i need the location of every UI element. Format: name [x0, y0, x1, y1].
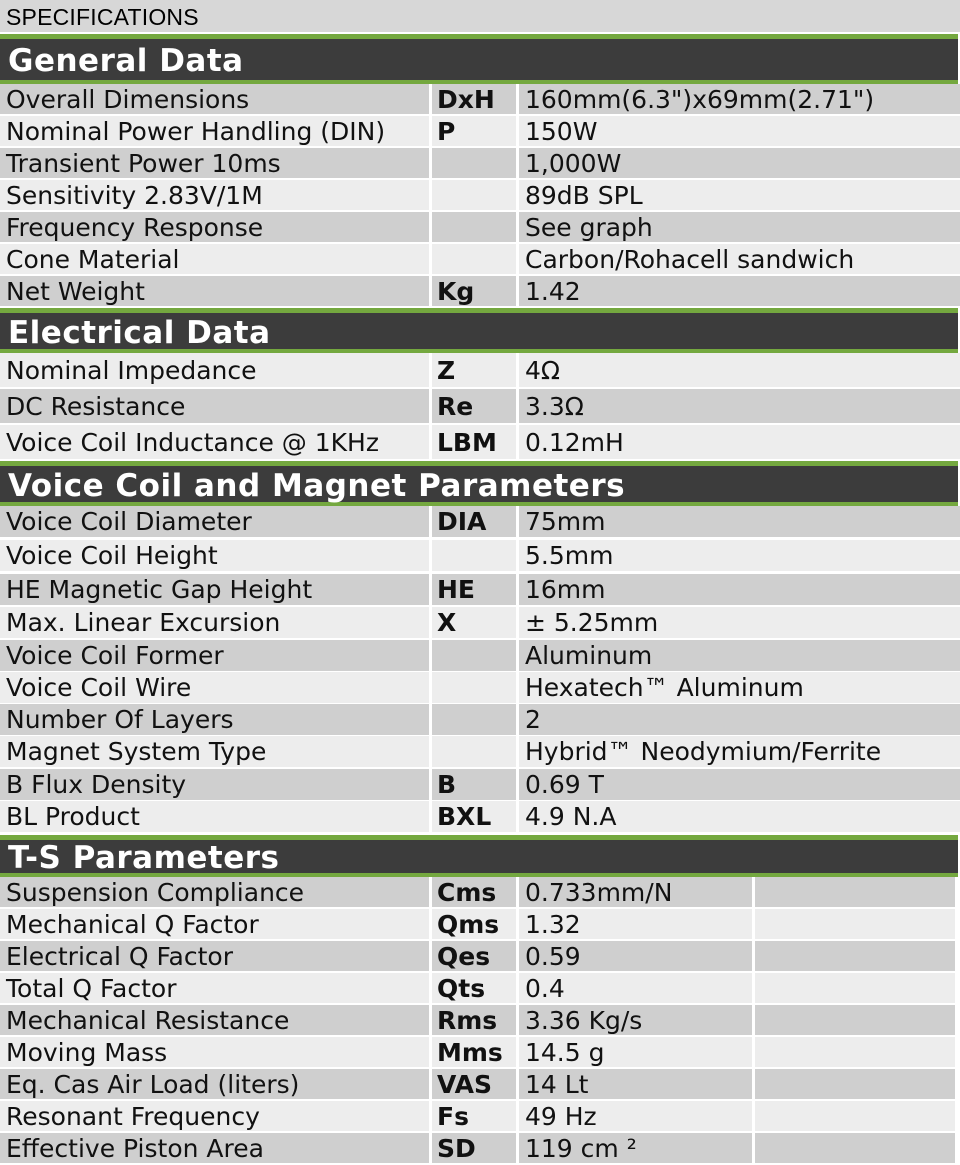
spec-row	[0, 353, 960, 389]
spec-symbol: Qes	[432, 941, 516, 971]
spec-symbol	[432, 704, 516, 735]
spec-symbol: SD	[432, 1133, 516, 1163]
spec-symbol: BXL	[432, 801, 516, 832]
spec-row	[0, 1037, 960, 1069]
spec-name: Nominal Power Handling (DIN)	[0, 116, 429, 146]
spec-extra-cell	[755, 1069, 955, 1099]
spec-row	[0, 607, 960, 640]
spec-extra-cell	[755, 941, 955, 971]
spec-value: Aluminum	[519, 640, 960, 671]
spec-value: 0.733mm/N	[519, 877, 752, 907]
spec-row	[0, 506, 960, 539]
spec-name: Net Weight	[0, 276, 429, 306]
spec-symbol: Mms	[432, 1037, 516, 1067]
spec-value: 49 Hz	[519, 1101, 752, 1131]
section-header	[0, 308, 958, 353]
spec-row	[0, 736, 960, 769]
spec-row	[0, 1101, 960, 1133]
spec-symbol: DxH	[432, 84, 516, 114]
spec-symbol: Kg	[432, 276, 516, 306]
spec-symbol	[432, 212, 516, 242]
spec-name: Transient Power 10ms	[0, 148, 429, 178]
spec-row	[0, 148, 960, 180]
spec-symbol	[432, 180, 516, 210]
spec-row	[0, 244, 960, 276]
spec-row	[0, 1133, 960, 1165]
spec-symbol	[432, 540, 516, 571]
spec-row	[0, 180, 960, 212]
spec-row	[0, 116, 960, 148]
spec-row	[0, 540, 960, 573]
spec-row	[0, 1069, 960, 1101]
spec-row	[0, 1005, 960, 1037]
spec-row	[0, 84, 960, 116]
spec-name: Max. Linear Excursion	[0, 607, 429, 638]
spec-value: 0.4	[519, 973, 752, 1003]
section-title: Electrical Data	[8, 315, 271, 351]
section-header	[0, 461, 958, 506]
spec-value: 0.12mH	[519, 425, 960, 459]
spec-row	[0, 909, 960, 941]
spec-row	[0, 574, 960, 607]
spec-symbol: Qms	[432, 909, 516, 939]
spec-symbol	[432, 244, 516, 274]
spec-name: Magnet System Type	[0, 736, 429, 767]
spec-value: 14 Lt	[519, 1069, 752, 1099]
spec-symbol: Z	[432, 353, 516, 387]
spec-symbol: X	[432, 607, 516, 638]
section-title: General Data	[8, 43, 244, 79]
spec-name: BL Product	[0, 801, 429, 832]
spec-name: Total Q Factor	[0, 973, 429, 1003]
spec-value: 1,000W	[519, 148, 960, 178]
spec-value: 4.9 N.A	[519, 801, 960, 832]
spec-name: DC Resistance	[0, 389, 429, 423]
spec-extra-cell	[755, 877, 955, 907]
spec-name: B Flux Density	[0, 769, 429, 800]
spec-value: 2	[519, 704, 960, 735]
spec-symbol: Re	[432, 389, 516, 423]
spec-symbol: LBM	[432, 425, 516, 459]
spec-value: 75mm	[519, 506, 960, 537]
spec-symbol	[432, 736, 516, 767]
spec-value: 3.36 Kg/s	[519, 1005, 752, 1035]
spec-name: Mechanical Resistance	[0, 1005, 429, 1035]
spec-symbol	[432, 148, 516, 178]
spec-value: Hybrid™ Neodymium/Ferrite	[519, 736, 960, 767]
spec-row	[0, 672, 960, 705]
spec-row	[0, 640, 960, 673]
spec-name: Overall Dimensions	[0, 84, 429, 114]
spec-name: Voice Coil Height	[0, 540, 429, 571]
spec-symbol: B	[432, 769, 516, 800]
spec-value: 119 cm ²	[519, 1133, 752, 1163]
spec-name: HE Magnetic Gap Height	[0, 574, 429, 605]
spec-value: 89dB SPL	[519, 180, 960, 210]
page-title: SPECIFICATIONS	[0, 0, 960, 32]
spec-value: ± 5.25mm	[519, 607, 960, 638]
spec-symbol: VAS	[432, 1069, 516, 1099]
spec-name: Frequency Response	[0, 212, 429, 242]
spec-name: Electrical Q Factor	[0, 941, 429, 971]
spec-value: 14.5 g	[519, 1037, 752, 1067]
spec-name: Effective Piston Area	[0, 1133, 429, 1163]
spec-name: Resonant Frequency	[0, 1101, 429, 1131]
spec-extra-cell	[755, 1101, 955, 1131]
spec-row	[0, 276, 960, 308]
spec-name: Moving Mass	[0, 1037, 429, 1067]
spec-name: Eq. Cas Air Load (liters)	[0, 1069, 429, 1099]
spec-value: Carbon/Rohacell sandwich	[519, 244, 960, 274]
spec-value: See graph	[519, 212, 960, 242]
spec-symbol	[432, 672, 516, 703]
spec-symbol	[432, 640, 516, 671]
spec-value: 0.59	[519, 941, 752, 971]
spec-row	[0, 877, 960, 909]
spec-row	[0, 425, 960, 461]
spec-row	[0, 389, 960, 425]
spec-row	[0, 769, 960, 802]
section-header	[0, 835, 958, 877]
spec-value: 150W	[519, 116, 960, 146]
spec-name: Sensitivity 2.83V/1M	[0, 180, 429, 210]
section-title: Voice Coil and Magnet Parameters	[8, 468, 626, 504]
spec-value: Hexatech™ Aluminum	[519, 672, 960, 703]
spec-name: Cone Material	[0, 244, 429, 274]
spec-symbol: Rms	[432, 1005, 516, 1035]
spec-extra-cell	[755, 973, 955, 1003]
spec-extra-cell	[755, 1037, 955, 1067]
section-header	[0, 34, 958, 84]
spec-row	[0, 212, 960, 244]
spec-extra-cell	[755, 1133, 955, 1163]
spec-name: Voice Coil Inductance @ 1KHz	[0, 425, 429, 459]
spec-row	[0, 973, 960, 1005]
spec-extra-cell	[755, 1005, 955, 1035]
spec-symbol: HE	[432, 574, 516, 605]
spec-value: 3.3Ω	[519, 389, 960, 423]
spec-name: Number Of Layers	[0, 704, 429, 735]
section-title: T-S Parameters	[8, 840, 280, 876]
spec-value: 16mm	[519, 574, 960, 605]
spec-value: 160mm(6.3")x69mm(2.71")	[519, 84, 960, 114]
spec-name: Voice Coil Wire	[0, 672, 429, 703]
spec-symbol: P	[432, 116, 516, 146]
spec-row	[0, 941, 960, 973]
spec-symbol: Fs	[432, 1101, 516, 1131]
spec-value: 0.69 T	[519, 769, 960, 800]
spec-extra-cell	[755, 909, 955, 939]
spec-name: Mechanical Q Factor	[0, 909, 429, 939]
spec-symbol: Qts	[432, 973, 516, 1003]
spec-value: 1.32	[519, 909, 752, 939]
spec-row	[0, 704, 960, 737]
spec-name: Voice Coil Former	[0, 640, 429, 671]
spec-name: Nominal Impedance	[0, 353, 429, 387]
spec-value: 5.5mm	[519, 540, 960, 571]
spec-symbol: Cms	[432, 877, 516, 907]
spec-symbol: DIA	[432, 506, 516, 537]
spec-value: 1.42	[519, 276, 960, 306]
spec-name: Suspension Compliance	[0, 877, 429, 907]
spec-name: Voice Coil Diameter	[0, 506, 429, 537]
spec-value: 4Ω	[519, 353, 960, 387]
spec-row	[0, 801, 960, 834]
